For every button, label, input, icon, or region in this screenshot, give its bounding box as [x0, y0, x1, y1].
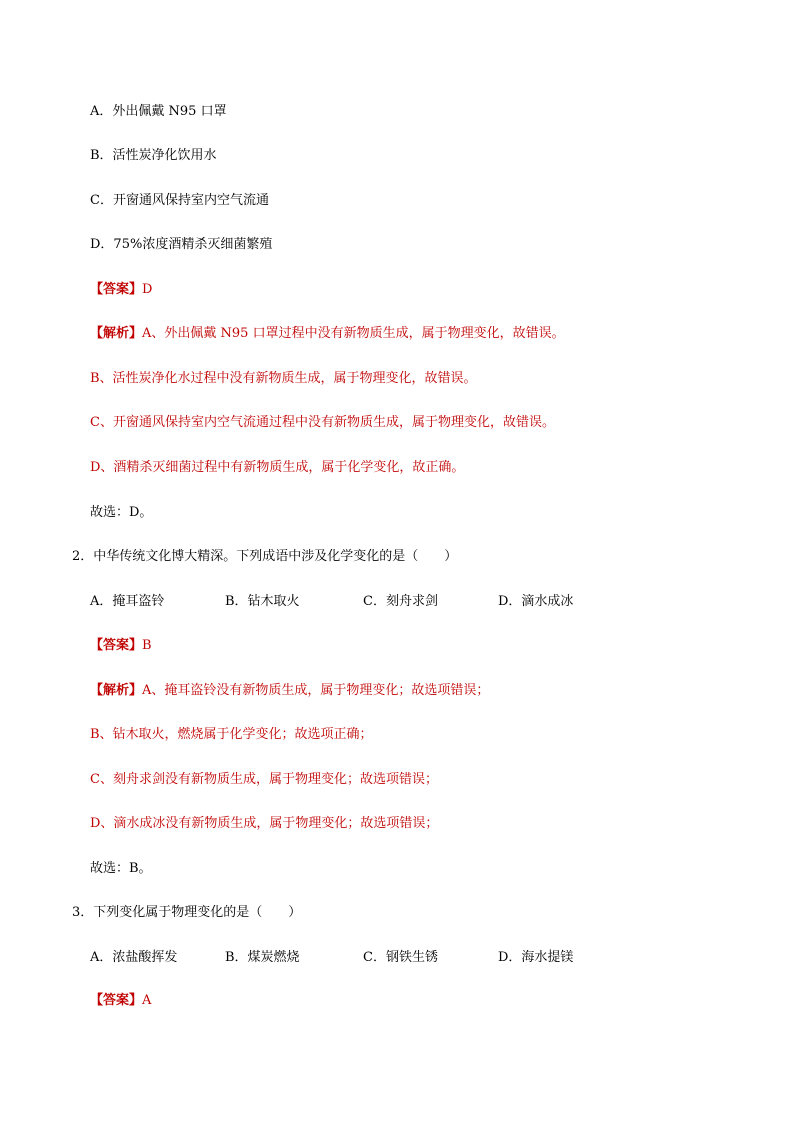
q2-analysis-c: C、刻舟求剑没有新物质生成，属于物理变化；故选项错误； [90, 772, 438, 787]
q2-choice: 故选：B。 [90, 861, 152, 876]
q1-analysis-a [90, 325, 565, 343]
q3-option-c: C．钢铁生锈 [363, 950, 438, 965]
answer-value: B [142, 638, 152, 653]
analysis-text: A、掩耳盗铃没有新物质生成，属于物理变化；故选项错误； [142, 683, 490, 698]
q1-option-a: A．外出佩戴 N95 口罩 [90, 104, 227, 119]
q2-option-a: A．掩耳盗铃 [90, 594, 165, 609]
q3-answer [90, 992, 151, 1010]
q3-option-d: D．海水提镁 [498, 950, 574, 965]
answer-tag: 【答案】 [90, 282, 143, 297]
q2-analysis-a [90, 682, 489, 700]
analysis-text: A、外出佩戴 N95 口罩过程中没有新物质生成，属于物理变化，故错误。 [142, 326, 565, 341]
answer-value: A [142, 993, 152, 1008]
q3-options [90, 949, 573, 967]
q3-option-a: A．浓盐酸挥发 [90, 950, 178, 965]
q1-answer [90, 281, 152, 299]
analysis-tag: 【解析】 [90, 683, 143, 698]
answer-tag: 【答案】 [90, 638, 143, 653]
answer-value: D [142, 282, 153, 297]
q3-option-b: B．煤炭燃烧 [225, 950, 300, 965]
q2-option-d: D．滴水成冰 [498, 594, 574, 609]
q1-option-c: C．开窗通风保持室内空气流通 [90, 193, 269, 208]
q1-analysis-c: C、开窗通风保持室内空气流通过程中没有新物质生成，属于物理变化，故错误。 [90, 415, 555, 430]
q1-analysis-b: B、活性炭净化水过程中没有新物质生成，属于物理变化，故错误。 [90, 371, 477, 386]
q2-option-c: C．刻舟求剑 [363, 594, 438, 609]
q2-answer [90, 637, 152, 655]
q2-analysis-d: D、滴水成冰没有新物质生成，属于物理变化；故选项错误； [90, 816, 439, 831]
q2-stem: 2．中华传统文化博大精深。下列成语中涉及化学变化的是（ ） [72, 549, 458, 564]
q2-option-b: B．钻木取火 [225, 594, 300, 609]
answer-tag: 【答案】 [90, 993, 143, 1008]
analysis-tag: 【解析】 [90, 326, 143, 341]
q3-stem: 3．下列变化属于物理变化的是（ ） [72, 905, 302, 920]
q2-analysis-b: B、钻木取火，燃烧属于化学变化；故选项正确； [90, 727, 373, 742]
q1-option-d: D．75%浓度酒精杀灭细菌繁殖 [90, 237, 273, 252]
q2-options [90, 593, 573, 611]
q1-choice: 故选：D。 [90, 505, 153, 520]
q1-analysis-d: D、酒精杀灭细菌过程中有新物质生成，属于化学变化，故正确。 [90, 460, 465, 475]
q1-option-b: B．活性炭净化饮用水 [90, 148, 217, 163]
